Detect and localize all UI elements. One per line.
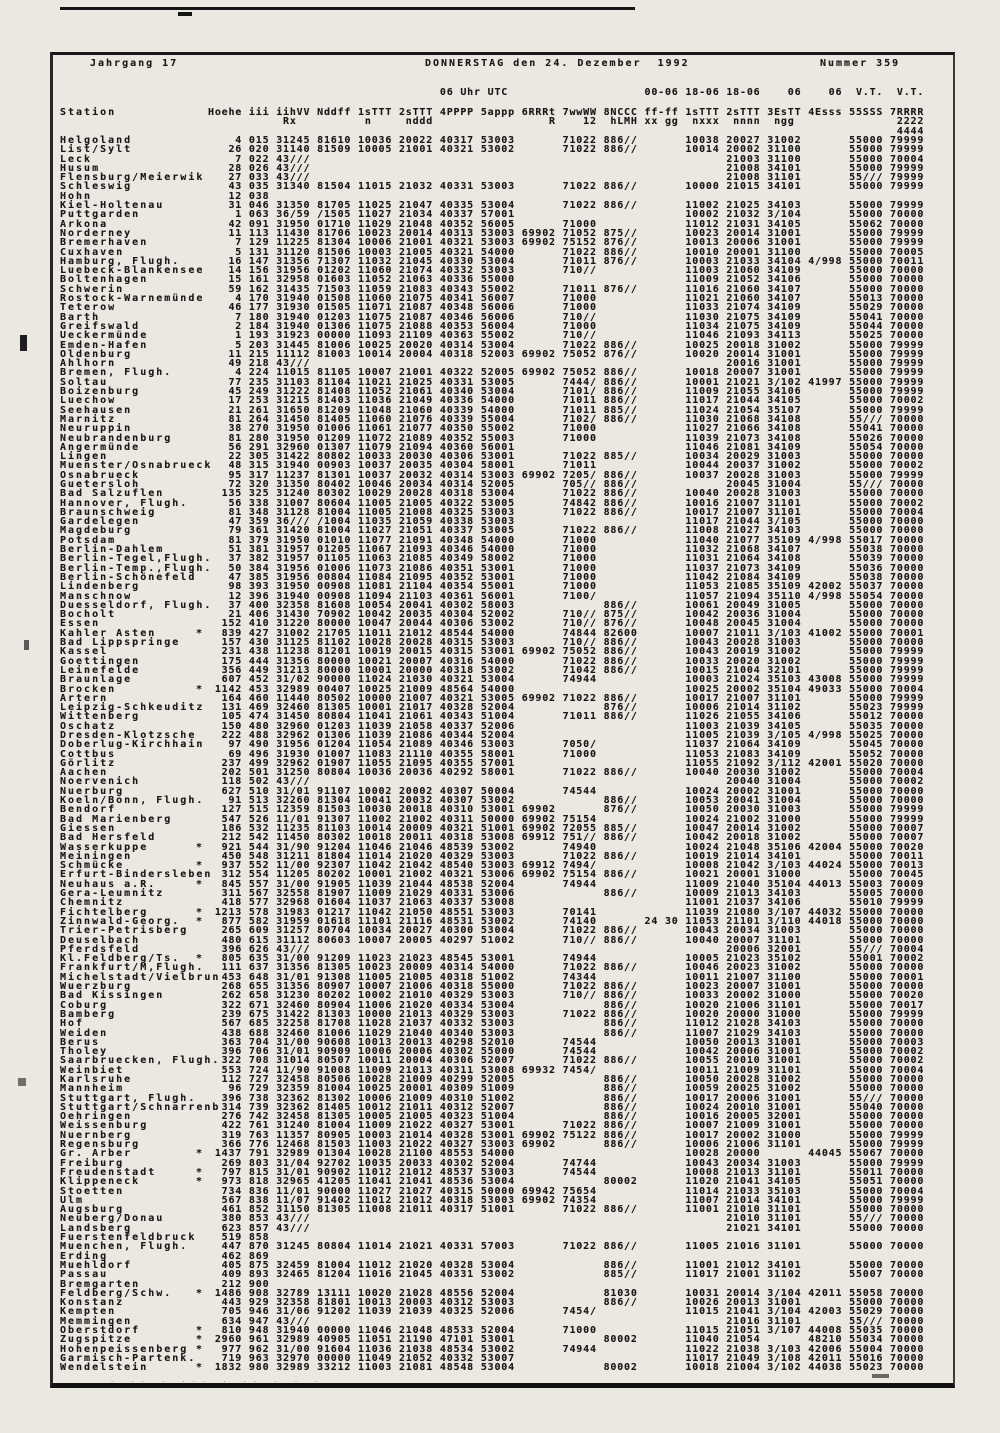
station-values: 11 113 11430 81706 10023 20014 40313 53003 69902 71052 875// 10023 20014 31001 55000 79999 bbox=[208, 227, 925, 239]
station-values: 157 430 31125 81102 10028 20028 40315 53003 710// 886// 10043 20028 31003 55000 70000 bbox=[208, 637, 925, 649]
station-marker: * bbox=[196, 841, 203, 853]
station-values: 43 035 31340 81504 11015 21032 40331 53003 71022 886// 10000 21015 34101 55000 79999 bbox=[208, 181, 925, 193]
station-name: Wuerzburg bbox=[60, 981, 133, 993]
station-values: 265 609 31257 80704 10034 20027 40300 53004 71022 886// 10043 20034 31003 55000 70000 bbox=[208, 925, 925, 937]
station-values: 627 510 31/01 91107 10002 20002 40307 50004 74544 10024 20002 31001 55000 70000 bbox=[208, 785, 925, 797]
station-values: 845 557 31/00 91905 11039 21044 48538 52004 74944 11009 21040 35104 44013 55003 70009 bbox=[208, 878, 925, 890]
station-name: Berus bbox=[60, 1036, 101, 1048]
station-name: Cuxhaven bbox=[60, 246, 125, 258]
station-values: 839 427 31002 21705 11011 21012 48544 54000 74844 82600 10007 21011 3/103 41002 55000 70001 bbox=[208, 627, 925, 639]
station-values: 95 317 11237 81301 10037 20032 40314 53003 69902 7205/ 886// 10037 20028 31003 55000 79999 bbox=[208, 469, 925, 481]
station-values: 46 177 31930 01505 11071 21087 40348 56006 71000 11033 21074 34109 55029 70000 bbox=[208, 302, 925, 314]
station-name: Soltau bbox=[60, 376, 109, 388]
station-name: Saarbruecken, Flugh. bbox=[60, 1055, 221, 1067]
station-values: 31 046 31350 81705 11025 21047 40335 53004 71022 886// 11002 21025 34103 55000 79999 bbox=[208, 200, 925, 212]
station-name: Magdeburg bbox=[60, 525, 133, 537]
station-values: 49 218 43/// 20016 31001 55000 79999 bbox=[208, 358, 925, 370]
journal-volume: Jahrgang 17 bbox=[90, 58, 179, 69]
station-values: 276 742 32458 81305 10005 21005 40323 51004 886// 10016 20005 32001 55000 70000 bbox=[208, 1111, 925, 1123]
station-values: 21 261 31650 81209 11048 21060 40339 54000 71011 885// 11024 21054 35107 55000 79999 bbox=[208, 404, 925, 416]
station-values: 1437 791 32989 01304 10028 21100 48553 54000 10028 20000 44045 55067 70000 bbox=[208, 1148, 925, 1160]
station-marker: * bbox=[196, 953, 203, 965]
station-name: Oehringen bbox=[60, 1111, 133, 1123]
station-name: Augsburg bbox=[60, 1204, 125, 1216]
station-name: Gera-Leumnitz bbox=[60, 888, 165, 900]
station-name: Luechow bbox=[60, 395, 117, 407]
station-values: 2 184 31940 01306 11075 21088 40353 56004 71000 11034 21075 34109 55044 70000 bbox=[208, 320, 925, 332]
station-name: Leck bbox=[60, 153, 93, 165]
station-name: Lingen bbox=[60, 451, 109, 463]
station-name: Kiel-Holtenau bbox=[60, 200, 165, 212]
station-values: 1 193 31923 00000 11093 21109 40363 55002 710// 11046 21093 34113 55025 70000 bbox=[208, 330, 925, 342]
station-name: Bocholt bbox=[60, 609, 117, 621]
station-name: Memmingen bbox=[60, 1315, 133, 1327]
station-name: Barth bbox=[60, 311, 101, 323]
station-name: Gr. Arber bbox=[60, 1148, 133, 1160]
station-name: Erding bbox=[60, 1250, 109, 1262]
station-name: Braunlage bbox=[60, 674, 133, 686]
station-values: 314 739 32362 81405 10012 21011 40312 52007 886// 10024 20010 31001 55040 70000 bbox=[208, 1101, 925, 1113]
station-values: 553 724 11/90 91008 11009 21013 40311 53008 69932 7454/ 10011 21009 31101 55000 70004 bbox=[208, 1064, 925, 1076]
station-values: 480 615 31112 80603 10007 20005 40297 51002 710// 886// 10040 20007 31101 55000 70000 bbox=[208, 934, 925, 946]
station-name: Deuselbach bbox=[60, 934, 141, 946]
station-values: 56 338 31007 80604 11005 21005 40322 53005 74842 886// 10016 21007 31101 55000 70002 bbox=[208, 497, 925, 509]
station-values: 111 637 31356 81305 10023 20009 40314 54000 71022 886// 10046 20023 31002 55000 70000 bbox=[208, 962, 925, 974]
station-values: 222 488 32962 01306 11039 21086 40344 52004 11005 21039 3/105 4/998 55025 70000 bbox=[208, 730, 925, 741]
station-values: 380 853 43/// 21010 31101 55/// 70000 bbox=[208, 1213, 925, 1225]
station-name: Koeln/Bonn, Flugh. bbox=[60, 795, 205, 807]
station-values: 1142 453 32989 00407 10025 21009 48564 54000 10025 20002 35104 49033 55000 70004 bbox=[208, 683, 925, 695]
station-name: Goettingen bbox=[60, 655, 141, 667]
station-name: Landsberg bbox=[60, 1222, 133, 1234]
station-marker: * bbox=[196, 915, 203, 927]
station-values: 79 361 31420 81004 11027 21051 40337 53005 71022 886// 11008 21027 34103 55000 70000 bbox=[208, 525, 925, 537]
station-values: 396 738 32362 81302 10006 21009 40310 51002 886// 10017 20006 31001 55/// 70000 bbox=[208, 1092, 925, 1104]
station-values: 81 379 31950 01010 11077 21091 40348 54000 71000 11040 21077 35109 4/998 55017 70000 bbox=[208, 534, 925, 546]
station-values: 319 763 11357 80905 10003 21014 40328 53001 69902 75122 886// 10017 20002 31000 55000 79999 bbox=[208, 1129, 925, 1141]
station-name: Freudenstadt bbox=[60, 1166, 157, 1178]
station-name: Chemnitz bbox=[60, 897, 125, 909]
station-values: 422 761 31240 81004 11009 21022 40327 53001 71022 886// 10007 21009 31001 55000 70000 bbox=[208, 1120, 925, 1132]
station-name: Bad Hersfeld bbox=[60, 832, 157, 844]
station-values: 438 688 32460 81006 11029 21040 40340 53003 886// 11007 21029 34103 55000 70000 bbox=[208, 1027, 925, 1039]
station-name: Fichtelberg bbox=[60, 906, 149, 918]
station-name: Wasserkuppe bbox=[60, 841, 149, 853]
station-values: 14 156 31956 01202 11060 21074 40332 53003 710// 11003 21060 34109 55000 70000 bbox=[208, 265, 925, 277]
column-sublabels: Rx n nddd R 12 hLMH xx gg nxxx nnnn ngg 2222 bbox=[208, 116, 925, 127]
station-values: 356 449 31213 80000 10001 20000 40318 53002 71042 886// 10015 21004 32101 55000 79999 bbox=[208, 664, 925, 676]
station-name: Mannheim bbox=[60, 1083, 125, 1095]
station-name: Hof bbox=[60, 1018, 85, 1030]
station-values: 48 315 31940 00903 10037 20035 40304 58001 71011 10044 20037 31002 55000 70002 bbox=[208, 460, 925, 472]
station-values: 12 038 bbox=[208, 190, 925, 202]
station-name: Greifswald bbox=[60, 320, 141, 332]
station-name: Konstanz bbox=[60, 1297, 125, 1309]
station-values: 202 501 31250 80804 10036 20036 40292 58001 71022 886// 10040 20030 31002 55000 70004 bbox=[208, 767, 925, 779]
station-name: Neubrandenburg bbox=[60, 432, 173, 444]
station-values: 567 685 32258 81708 11028 21037 40332 53003 886// 11012 21028 34103 55000 70000 bbox=[208, 1018, 925, 1030]
station-name: Stuttgart, Flugh. bbox=[60, 1092, 197, 1104]
station-values: 734 836 11/01 90000 11027 21027 40315 50000 69942 75654 11014 21033 35103 55000 70004 bbox=[208, 1185, 925, 1197]
station-values: 268 655 31356 80907 10007 21006 40318 55000 71022 886// 10023 20007 31001 55000 70000 bbox=[208, 981, 925, 993]
station-name: Berlin-Schönefeld bbox=[60, 571, 197, 583]
station-name: Flensburg/Meierwik bbox=[60, 172, 205, 184]
station-name: Erfurt-Bindersleben bbox=[60, 869, 213, 881]
station-values: 1 063 36/59 /1505 11027 21034 40337 57001 10002 21032 3/104 55000 70000 bbox=[208, 209, 925, 221]
station-name: Zinnwald-Georg. bbox=[60, 915, 181, 927]
station-name: Schwerin bbox=[60, 283, 125, 295]
station-name: Ulm bbox=[60, 1194, 85, 1206]
station-values: 12 396 31940 00908 11094 21103 40361 56001 7100/ 11057 21094 35110 4/998 55054 70000 bbox=[208, 590, 925, 602]
station-values: 705 946 31/06 91202 11039 21039 40325 52006 7454/ 11015 21041 3/104 42003 55029 70000 bbox=[208, 1306, 925, 1318]
station-name: Weinbiet bbox=[60, 1064, 125, 1076]
station-values: 26 020 31140 81509 10005 21001 40321 53002 71022 886// 10014 20002 31100 55000 79999 bbox=[208, 144, 925, 156]
station-name: Angermünde bbox=[60, 441, 141, 453]
station-values: 447 870 31245 80804 11014 21021 40331 57003 71022 886// 11005 21016 31101 55000 70000 bbox=[208, 1241, 925, 1253]
station-values: 28 026 43/// 21008 34101 55000 79999 bbox=[208, 162, 925, 174]
station-values: 72 320 31350 80402 10046 20034 40314 52005 705// 886// 20045 31004 55/// 70000 bbox=[208, 478, 925, 490]
station-marker: * bbox=[196, 1343, 203, 1355]
station-name: Boizenburg bbox=[60, 386, 141, 398]
station-values: 81 348 31128 81004 11005 21008 40325 53003 71022 886// 10017 21007 31101 55000 70004 bbox=[208, 506, 925, 518]
station-name: Manschnow bbox=[60, 590, 133, 602]
station-marker: * bbox=[196, 1166, 203, 1178]
station-name: Bad Lippspringe bbox=[60, 637, 181, 649]
station-values: 98 393 31950 00908 11081 21104 40354 55001 71000 11053 21085 35109 42002 55037 70000 bbox=[208, 581, 925, 593]
station-values: 22 305 31422 80802 10033 20030 40306 53001 71022 885// 10034 20029 31003 55000 70000 bbox=[208, 451, 925, 463]
station-marker: * bbox=[196, 1334, 203, 1346]
station-name: Brocken bbox=[60, 683, 117, 695]
station-name: Kassel bbox=[60, 646, 109, 658]
table-row bbox=[0, 1363, 1000, 1372]
station-name: Hamburg, Flugh. bbox=[60, 255, 181, 267]
station-values: 47 385 31956 00804 11084 21095 40352 53001 71000 11042 21084 34109 55038 70000 bbox=[208, 571, 925, 583]
station-values: 1213 578 31983 01217 11042 21050 48551 53003 70141 11039 21080 3/107 44032 55000 70000 bbox=[208, 906, 925, 918]
station-values: 16 147 31356 71307 11032 21045 40330 53004 71011 876// 10003 21033 34104 4/998 55000 70011 bbox=[208, 255, 925, 267]
station-values: 11 215 11112 81003 10014 20004 40318 52003 69902 75052 876// 10020 20014 31001 55000 79999 bbox=[208, 348, 925, 360]
station-values: 118 502 43/// 20040 31004 55000 70002 bbox=[208, 776, 925, 788]
station-name: Coburg bbox=[60, 999, 109, 1011]
station-name: Rostock-Warnemünde bbox=[60, 293, 205, 305]
station-name: Wendelstein bbox=[60, 1362, 149, 1374]
station-values: 51 381 31957 01205 11067 21093 40346 54000 71000 11032 21068 34107 55038 70000 bbox=[208, 544, 925, 556]
station-values: 409 893 32465 81204 11016 21045 40331 53002 885// 11017 21001 31102 55007 70000 bbox=[208, 1269, 925, 1281]
station-values: 977 962 31/00 91604 11036 21038 48534 53002 74944 11022 21038 3/103 42006 55004 70000 bbox=[208, 1343, 925, 1355]
station-name: Hohenpeissenberg bbox=[60, 1343, 189, 1355]
station-name: Zugspitze bbox=[60, 1334, 133, 1346]
station-name: Bad Salzuflen bbox=[60, 488, 165, 500]
station-values: 623 857 43/// 21021 34101 55000 70000 bbox=[208, 1222, 925, 1234]
station-name: Kempten bbox=[60, 1306, 117, 1318]
station-name: Arkona bbox=[60, 218, 109, 230]
station-values: 4 170 31940 01508 11060 21075 40341 56007 71000 11021 21060 34107 55013 70000 bbox=[208, 293, 925, 305]
station-name: Muenchen, Flugh. bbox=[60, 1241, 189, 1253]
station-values: 135 325 31240 80302 10029 20028 40318 53004 71022 886// 10040 20028 31003 55000 70000 bbox=[208, 488, 925, 500]
station-values: 127 515 12359 81503 10030 20018 40310 53001 69902 876// 10050 20030 31003 55000 79999 bbox=[208, 804, 925, 816]
station-values: 322 671 32460 80904 11006 21020 40334 53004 886// 10020 21006 31101 55000 70017 bbox=[208, 999, 925, 1011]
station-values: 519 858 bbox=[208, 1232, 925, 1244]
station-values: 973 818 32965 41205 11041 21041 48536 53004 80002 11020 21041 34105 55051 70000 bbox=[208, 1176, 925, 1188]
station-values: 186 532 11235 81103 10014 20009 40321 51001 69902 72055 885// 10047 20014 31002 55000 70007 bbox=[208, 822, 925, 834]
station-values: 164 460 11440 80502 10000 21007 40321 53005 69902 71022 886// 10017 21007 31101 55000 79999 bbox=[208, 692, 925, 704]
station-name: Guetersloh bbox=[60, 478, 141, 490]
station-values: 396 626 43/// 20006 32001 55/// 70004 bbox=[208, 943, 925, 955]
station-name: Leinefelde bbox=[60, 664, 141, 676]
station-name: Bad Kissingen bbox=[60, 990, 165, 1002]
station-values: 634 947 43/// 21016 31101 55/// 70000 bbox=[208, 1315, 925, 1327]
station-name: Garmisch-Partenk. bbox=[60, 1352, 197, 1364]
scan-artifact-smudge bbox=[872, 1374, 889, 1378]
station-name: Seehausen bbox=[60, 404, 133, 416]
station-name: Neuhaus a.R. bbox=[60, 878, 157, 890]
station-name: Bad Marienberg bbox=[60, 813, 173, 825]
station-name: Berlin-Tegel,Flugh. bbox=[60, 553, 213, 565]
station-values: 443 929 32358 81801 10013 20003 40312 53003 886// 10026 20013 31001 55000 70000 bbox=[208, 1297, 925, 1309]
station-values: 269 803 31/04 92702 10035 20033 40302 52004 74744 10043 20034 31003 55000 79999 bbox=[208, 1157, 925, 1169]
station-values: 81 280 31950 01209 11072 21089 40352 55003 71000 11039 21073 34108 55026 70000 bbox=[208, 432, 925, 444]
station-values: 4 015 31245 81610 10036 20022 40317 53003 71022 886// 10038 20027 31002 55000 79999 bbox=[208, 135, 925, 146]
station-marker: * bbox=[196, 860, 203, 872]
station-name: Bremerhaven bbox=[60, 237, 149, 249]
station-name: Emden-Hafen bbox=[60, 339, 149, 351]
station-name: Freiburg bbox=[60, 1157, 125, 1169]
station-name: Potsdam bbox=[60, 534, 117, 546]
station-values: 50 384 31956 01006 11073 21086 40351 53001 71000 11037 21073 34109 55036 70000 bbox=[208, 562, 925, 574]
scan-artifact-ghost-row: . .. . ... . .. . . . bbox=[110, 1376, 325, 1384]
station-values: 453 648 31/01 91308 11005 21005 40318 51002 74344 10011 21007 31100 55000 70001 bbox=[208, 971, 925, 983]
station-name: Bamberg bbox=[60, 1008, 117, 1020]
issue-date: DONNERSTAG den 24. Dezember 1992 bbox=[425, 58, 690, 69]
station-name: Cottbus bbox=[60, 748, 117, 760]
station-values: 363 704 31/00 90608 10013 20013 40298 52010 74544 10050 20013 31001 55000 70003 bbox=[208, 1036, 925, 1048]
station-values: 450 548 31211 81804 11014 21020 40329 53003 71022 886// 10019 21014 34101 55000 70011 bbox=[208, 850, 925, 862]
station-name: Oberstdorf bbox=[60, 1325, 141, 1336]
column-sublabels-2: 4444 bbox=[208, 126, 925, 137]
station-values: 547 526 11/01 91307 11002 21002 40311 50000 69902 75154 10024 21002 31000 55000 79999 bbox=[208, 813, 925, 825]
station-values: 212 900 bbox=[208, 1278, 925, 1290]
station-values: 877 582 31959 01618 11101 21116 48531 53002 74140 24 30 11053 21101 3/110 44018 55000 70000 bbox=[208, 915, 925, 927]
station-values: 47 359 36/// /1004 11035 21059 40338 53003 11017 21044 3/105 55000 70000 bbox=[208, 516, 925, 528]
station-name: Weiden bbox=[60, 1027, 109, 1039]
station-marker: * bbox=[196, 683, 203, 695]
station-name: Berlin-Temp.,Flugh. bbox=[60, 562, 213, 574]
station-values: 152 410 31220 80000 10047 20044 40306 53002 710// 876// 10048 20045 31004 55000 70000 bbox=[208, 618, 925, 630]
station-name: Meiningen bbox=[60, 850, 133, 862]
station-values: 77 235 31103 81104 11021 21025 40331 53005 7444/ 886// 10001 21021 3/102 41997 55000 79999 bbox=[208, 376, 925, 388]
station-name: Frankfurt/M,Flugh. bbox=[60, 962, 205, 974]
station-name: Luebeck-Blankensee bbox=[60, 265, 205, 277]
station-values: 239 675 31422 81303 10000 21013 40329 53003 71022 886// 10020 20000 31000 55000 79999 bbox=[208, 1008, 925, 1020]
station-values: 312 554 11205 80202 10001 21002 40321 53006 69902 75154 886// 10021 20001 31000 55000 70045 bbox=[208, 869, 925, 881]
station-values: 91 513 32260 81304 10041 20032 40307 53002 886// 10053 20041 31004 55000 70000 bbox=[208, 795, 925, 807]
station-values: 69 496 31930 01007 11083 21110 40355 58001 71000 11053 21083 34109 55052 70000 bbox=[208, 748, 925, 760]
station-values: 150 480 32960 01203 11039 21058 40337 52006 11003 21039 34105 55035 70000 bbox=[208, 720, 925, 732]
scan-artifact-blob bbox=[178, 12, 192, 16]
station-values: 42 091 31950 01710 11029 21048 40352 56005 71000 11012 21031 34105 55062 70000 bbox=[208, 218, 925, 230]
station-name: Essen bbox=[60, 618, 101, 630]
station-marker: * bbox=[196, 1148, 203, 1160]
station-values: 17 253 31215 81403 11036 21049 40336 54000 71011 886// 11017 21044 34105 55000 70002 bbox=[208, 395, 925, 407]
station-name: Feldberg/Schw. bbox=[60, 1287, 173, 1299]
station-name: Hohn bbox=[60, 190, 93, 202]
station-values: 21 406 31430 70902 10042 20035 40304 52002 710// 875// 10042 20036 31004 55000 70000 bbox=[208, 609, 925, 621]
station-name: Osnabrueck bbox=[60, 469, 141, 481]
station-values: 7 129 11225 81304 10006 21001 40321 53003 69902 75152 876// 10013 20006 31001 55000 79999 bbox=[208, 237, 925, 249]
station-name: Dresden-Klotzsche bbox=[60, 730, 197, 741]
station-name: Boltenhagen bbox=[60, 274, 149, 286]
station-name: Stuttgart/Schnarrenb bbox=[60, 1101, 221, 1113]
station-values: 5 131 31120 81506 10003 21005 40321 54000 71022 886// 10010 20001 31100 55000 70005 bbox=[208, 246, 925, 258]
station-name: Teterow bbox=[60, 302, 117, 314]
station-name: Kl.Feldberg/Ts. bbox=[60, 953, 181, 965]
station-values: 131 469 32460 81305 10001 21017 40328 52004 876// 10006 21014 31102 55023 79999 bbox=[208, 702, 925, 714]
station-values: 921 544 31/90 91204 11046 21046 48539 53002 74940 10024 21048 35106 42004 55000 70020 bbox=[208, 841, 925, 853]
station-values: 2960 961 32989 40905 11051 21190 47101 53001 80002 11040 21054 48210 55034 70000 bbox=[208, 1334, 925, 1346]
station-values: 5 203 31445 81006 10025 20020 40314 53004 71022 886// 10025 20018 31002 55000 79999 bbox=[208, 339, 925, 351]
station-values: 462 869 bbox=[208, 1250, 925, 1262]
station-marker: * bbox=[196, 1287, 203, 1299]
station-values: 37 400 32358 81608 10054 20041 40302 58003 886// 10061 20049 31005 55000 70000 bbox=[208, 599, 925, 611]
station-name: Stoetten bbox=[60, 1185, 125, 1197]
station-name: Braunschweig bbox=[60, 506, 157, 518]
station-name: Fuerstenfeldbruck bbox=[60, 1232, 197, 1244]
station-name: Wittenberg bbox=[60, 711, 141, 723]
station-name: Berlin-Dahlem bbox=[60, 544, 165, 556]
utc-times-line: 06 Uhr UTC 00-06 18-06 18-06 06 06 V.T. V.T. bbox=[208, 87, 925, 98]
station-values: 1832 980 32989 33212 11003 21081 48548 53004 80002 10018 21004 3/102 44038 55023 70000 bbox=[208, 1362, 925, 1374]
station-name: Ueckermünde bbox=[60, 330, 149, 342]
station-values: 38 270 31950 01006 11061 21077 40350 55002 71000 11027 21066 34108 55041 70000 bbox=[208, 423, 925, 435]
station-values: 105 474 31450 80804 11041 21061 40343 51004 71011 886// 11026 21055 34106 55012 70000 bbox=[208, 711, 925, 723]
station-name: Duesseldorf, Flugh. bbox=[60, 599, 213, 611]
station-name: Schleswig bbox=[60, 181, 133, 193]
station-name: Bremgarten bbox=[60, 1278, 141, 1290]
station-name: Neuberg/Donau bbox=[60, 1213, 165, 1225]
station-marker: * bbox=[196, 1325, 203, 1336]
station-name: Nuerburg bbox=[60, 785, 125, 797]
station-name: Doberlug-Kirchhain bbox=[60, 739, 205, 751]
station-name: Noervenich bbox=[60, 776, 141, 788]
station-name: Puttgarden bbox=[60, 209, 141, 221]
station-name: Trier-Petrisberg bbox=[60, 925, 189, 937]
station-values: 15 161 32958 01603 11052 21063 40336 55000 11009 21052 34106 55000 70000 bbox=[208, 274, 925, 286]
station-values: 396 706 31/01 90909 10006 20006 40302 55000 74544 10042 20006 31001 55000 70002 bbox=[208, 1046, 925, 1058]
station-name: Schmücke bbox=[60, 860, 125, 872]
station-name: Norderney bbox=[60, 227, 133, 239]
station-name: Karlsruhe bbox=[60, 1073, 133, 1085]
station-marker: * bbox=[196, 906, 203, 918]
station-name: Klippeneck bbox=[60, 1176, 141, 1188]
station-name: Michelstadt/Vielbrun bbox=[60, 971, 221, 983]
station-column-label: Station bbox=[60, 107, 117, 118]
station-marker: * bbox=[196, 878, 203, 890]
station-values: 96 729 32359 81004 10025 20001 40309 51009 886// 10059 20025 31002 55000 70000 bbox=[208, 1083, 925, 1095]
station-name: Artern bbox=[60, 692, 109, 704]
column-labels: Hoehe iii iihVV Nddff 1sTTT 2sTTT 4PPPP 5appp 6RRRt 7wwWW 8NCCC ff-ff 1sTTT 2sTTT 3EsTT 4Esss 55SSS 7RRRR bbox=[208, 107, 925, 118]
station-name: Lindenberg bbox=[60, 581, 141, 593]
station-values: 27 033 43/// 21008 31101 55/// 79999 bbox=[208, 172, 925, 184]
station-name: Weissenburg bbox=[60, 1120, 149, 1132]
station-values: 59 162 31435 71503 11059 21083 40343 55002 71011 876// 11016 21060 34107 55000 70000 bbox=[208, 283, 925, 295]
station-name: Aachen bbox=[60, 767, 109, 779]
station-values: 45 249 31222 81408 11052 21061 40340 53004 7101/ 886// 11009 21055 34106 55000 79999 bbox=[208, 386, 925, 398]
issue-number: Nummer 359 bbox=[820, 58, 901, 69]
station-values: 461 852 31150 81305 11008 21011 40317 51001 71022 886// 11001 21010 31101 55000 70000 bbox=[208, 1204, 925, 1216]
station-name: Neuruppin bbox=[60, 423, 133, 435]
station-values: 719 963 32970 00000 11049 21052 40332 53007 11017 21049 3/108 42011 55016 70000 bbox=[208, 1352, 925, 1364]
station-name: Marnitz bbox=[60, 413, 117, 425]
station-values: 4 224 11015 81105 10007 21001 40322 52005 69902 75052 886// 10018 20007 31001 55000 79999 bbox=[208, 367, 925, 379]
station-name: Muehldorf bbox=[60, 1259, 133, 1271]
station-name: Bremen, Flugh. bbox=[60, 367, 173, 379]
station-name: Giessen bbox=[60, 822, 117, 834]
station-name: Helgoland bbox=[60, 135, 133, 146]
station-name: Kahler Asten bbox=[60, 627, 157, 639]
station-values: 231 438 11238 81201 10019 20015 40315 53001 69902 75052 886// 10043 20019 31002 55000 79999 bbox=[208, 646, 925, 658]
station-marker: * bbox=[196, 627, 203, 639]
station-values: 937 552 11/00 92307 11042 21042 48540 53003 69912 7494/ 10008 21042 3/103 44024 55000 70013 bbox=[208, 860, 925, 872]
station-values: 7 022 43/// 21003 31100 55000 70004 bbox=[208, 153, 925, 165]
station-values: 810 948 31940 00000 11046 21048 48533 52004 71000 11015 21051 3/107 44008 55035 70000 bbox=[208, 1325, 925, 1336]
station-name: Oldenburg bbox=[60, 348, 133, 360]
station-name: Ahlhorn bbox=[60, 358, 117, 370]
station-table bbox=[0, 136, 1000, 1372]
station-name: Bendorf bbox=[60, 804, 117, 816]
station-values: 405 875 32459 81004 11012 21020 40328 53004 886// 11001 21012 34101 55000 70000 bbox=[208, 1259, 925, 1271]
station-marker: * bbox=[196, 1362, 203, 1374]
station-values: 97 490 31956 01204 11054 21089 40346 53003 7050/ 11037 21064 34109 55045 70000 bbox=[208, 739, 925, 751]
station-values: 805 635 31/00 91209 11023 21023 48545 53001 74944 10005 21023 35102 55001 70002 bbox=[208, 953, 925, 965]
station-name: Husum bbox=[60, 162, 101, 174]
station-values: 418 577 32968 01604 11037 21063 40337 53008 11001 21037 34106 55010 79999 bbox=[208, 897, 925, 909]
station-values: 567 838 11/07 91402 11012 21012 40318 53003 69902 74354 11007 21014 34101 55000 79999 bbox=[208, 1194, 925, 1206]
station-values: 311 567 32558 81907 11009 21029 40331 53006 886// 10009 21013 34103 55005 70000 bbox=[208, 888, 925, 900]
station-marker: * bbox=[196, 1176, 203, 1188]
station-name: Regensburg bbox=[60, 1139, 141, 1151]
station-values: 237 499 32962 01907 11055 21095 40355 57001 11055 21092 3/112 42001 55020 70000 bbox=[208, 757, 925, 769]
station-name: Passau bbox=[60, 1269, 109, 1281]
station-name: Oschatz bbox=[60, 720, 117, 732]
station-values: 37 382 31957 01105 11063 21085 40349 58002 71000 11031 21064 34108 55039 70000 bbox=[208, 553, 925, 565]
station-name: Muenster/Osnabrueck bbox=[60, 460, 213, 472]
station-values: 607 452 31/02 90000 11024 21030 40321 53004 74944 10003 21024 35103 43008 55000 79999 bbox=[208, 674, 925, 686]
station-name: Leipzig-Schkeuditz bbox=[60, 702, 205, 714]
station-values: 7 180 31940 01203 11075 21087 40346 56006 710// 11030 21075 34109 55041 70000 bbox=[208, 311, 925, 323]
station-values: 797 815 31/01 90902 11012 21012 48537 53003 74544 10008 21013 31101 55011 70000 bbox=[208, 1166, 925, 1178]
station-values: 81 264 31450 81405 11060 21076 40339 55004 7102/ 886// 11030 21068 34108 55/// 70000 bbox=[208, 413, 925, 425]
station-name: Pferdsfeld bbox=[60, 943, 141, 955]
station-values: 212 542 11450 80302 10018 20011 40318 53008 69912 751// 886// 10042 20018 31002 55000 70007 bbox=[208, 832, 925, 844]
station-values: 56 291 32960 01307 11079 21094 40360 56001 11046 21081 34109 55054 70000 bbox=[208, 441, 925, 453]
station-values: 322 708 31014 80507 10011 20004 40306 52007 71022 886// 10055 20010 31001 55000 70002 bbox=[208, 1055, 925, 1067]
station-values: 112 727 32458 80506 10028 21009 40299 52005 886// 10050 20028 31002 55000 70000 bbox=[208, 1073, 925, 1085]
scan-artifact-topline bbox=[60, 7, 635, 10]
station-values: 366 776 12468 81503 11003 21022 40327 53003 69902 886// 10006 21006 31101 55000 79999 bbox=[208, 1139, 925, 1151]
station-name: Tholey bbox=[60, 1046, 109, 1058]
station-name: Görlitz bbox=[60, 757, 117, 769]
station-name: Nuernberg bbox=[60, 1129, 133, 1141]
station-values: 262 658 31230 80202 10002 21010 40329 53003 710// 886// 10033 20002 31000 55000 70020 bbox=[208, 990, 925, 1002]
station-name: Gardelegen bbox=[60, 516, 141, 528]
station-name: List/Sylt bbox=[60, 144, 133, 156]
station-name: Hannover, Flugh. bbox=[60, 497, 189, 509]
station-values: 175 444 31356 80000 10021 20007 40316 54000 71022 886// 10033 20020 31002 55000 79999 bbox=[208, 655, 925, 667]
station-values: 1486 908 32789 13111 10020 21028 48556 52004 81030 10031 20014 3/104 42011 55058 70000 bbox=[208, 1287, 925, 1299]
